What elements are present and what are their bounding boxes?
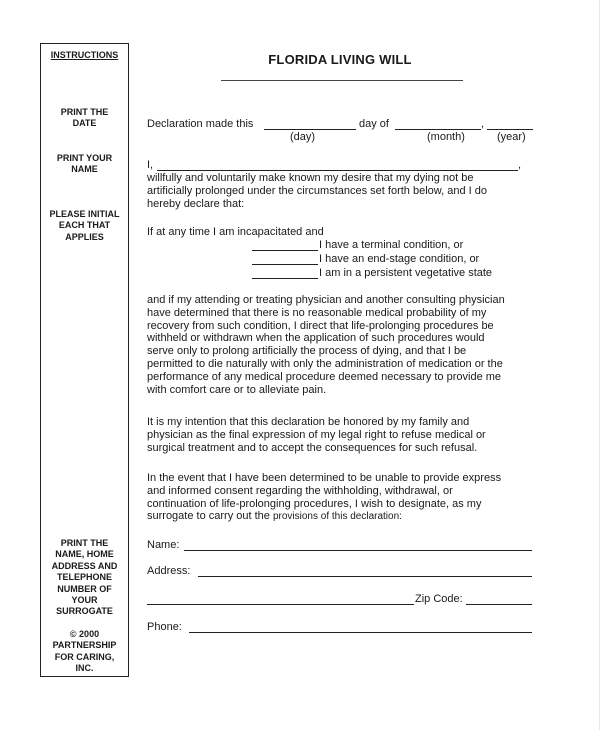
day-blank[interactable] bbox=[264, 129, 356, 130]
instruction-initial: PLEASE INITIAL EACH THAT APPLIES bbox=[49, 209, 120, 242]
condition-terminal: I have a terminal condition, or bbox=[319, 239, 464, 251]
document-title: FLORIDA LIVING WILL bbox=[268, 52, 412, 67]
year-blank[interactable] bbox=[487, 129, 533, 130]
comma-text: , bbox=[481, 118, 485, 130]
surrogate-phone-label: Phone: bbox=[147, 621, 182, 633]
initial-blank-terminal[interactable] bbox=[252, 250, 318, 251]
condition-end-stage: I have an end-stage condition, or bbox=[319, 253, 480, 265]
surrogate-address-blank[interactable] bbox=[198, 576, 532, 577]
instructions-heading: INSTRUCTIONS bbox=[50, 50, 119, 60]
instruction-print-name: PRINT YOUR NAME bbox=[56, 153, 113, 175]
willingly-paragraph: willfully and voluntarily make known my desire that my dying not be artificially prolonged under the circumstances set forth below, and I do hereby declare that: bbox=[147, 172, 487, 210]
day-label: (day) bbox=[290, 131, 316, 143]
day-of-text: day of bbox=[359, 118, 389, 130]
month-blank[interactable] bbox=[395, 129, 481, 130]
surrogate-address-label: Address: bbox=[147, 565, 191, 577]
initial-blank-vegetative[interactable] bbox=[252, 278, 318, 279]
instructions-sidebar bbox=[40, 43, 129, 677]
name-prefix: I, bbox=[147, 159, 154, 171]
initial-blank-end-stage[interactable] bbox=[252, 264, 318, 265]
zip-code-label: Zip Code: bbox=[415, 593, 463, 605]
surrogate-phone-blank[interactable] bbox=[189, 632, 532, 633]
condition-vegetative: I am in a persistent vegetative state bbox=[319, 267, 493, 279]
name-suffix: , bbox=[518, 159, 522, 171]
surrogate-paragraph-tail: provisions of this declaration: bbox=[272, 511, 402, 523]
instruction-surrogate: PRINT THE NAME, HOME ADDRESS AND TELEPHONE NUMBER OF YOUR SURROGATE bbox=[51, 538, 118, 617]
title-underline bbox=[221, 80, 463, 81]
year-label: (year) bbox=[497, 131, 526, 143]
intention-paragraph: It is my intention that this declaration be honored by my family and physician as the final expression of my legal right to refuse medical or surgical treatment and to accept the consequences for such refusal. bbox=[147, 416, 486, 454]
surrogate-name-label: Name: bbox=[147, 539, 180, 551]
zip-code-blank[interactable] bbox=[466, 604, 532, 605]
declaration-lead: Declaration made this bbox=[147, 118, 254, 130]
surrogate-paragraph-main: In the event that I have been determined to be unable to provide express and informed consent regarding the withholding, withdrawal, or continuation of life-prolonging procedures, I wish to designate, as my surrogate to carry out the bbox=[147, 472, 502, 523]
surrogate-paragraph bbox=[147, 472, 547, 524]
surrogate-name-blank[interactable] bbox=[184, 550, 532, 551]
conditions-intro: If at any time I am incapacitated and bbox=[147, 226, 324, 238]
instruction-print-date: PRINT THE DATE bbox=[60, 107, 109, 129]
physician-paragraph: and if my attending or treating physician and another consulting physician have determined that there is no reasonable medical probability of my recovery from such condition, I direct that life-prolonging procedures be withheld or withdrawn when the application of such procedures would serve only to prolong artificially the process of dying, and that I be permitted to die naturally with only the administration of medication or the performance of any medical procedure deemed necessary to provide me with comfort care or to alleviate pain. bbox=[147, 294, 505, 396]
declarant-name-blank[interactable] bbox=[157, 170, 518, 171]
surrogate-address-line2-blank[interactable] bbox=[147, 604, 414, 605]
copyright-note: © 2000 PARTNERSHIP FOR CARING, INC. bbox=[52, 629, 117, 674]
month-label: (month) bbox=[427, 131, 465, 143]
